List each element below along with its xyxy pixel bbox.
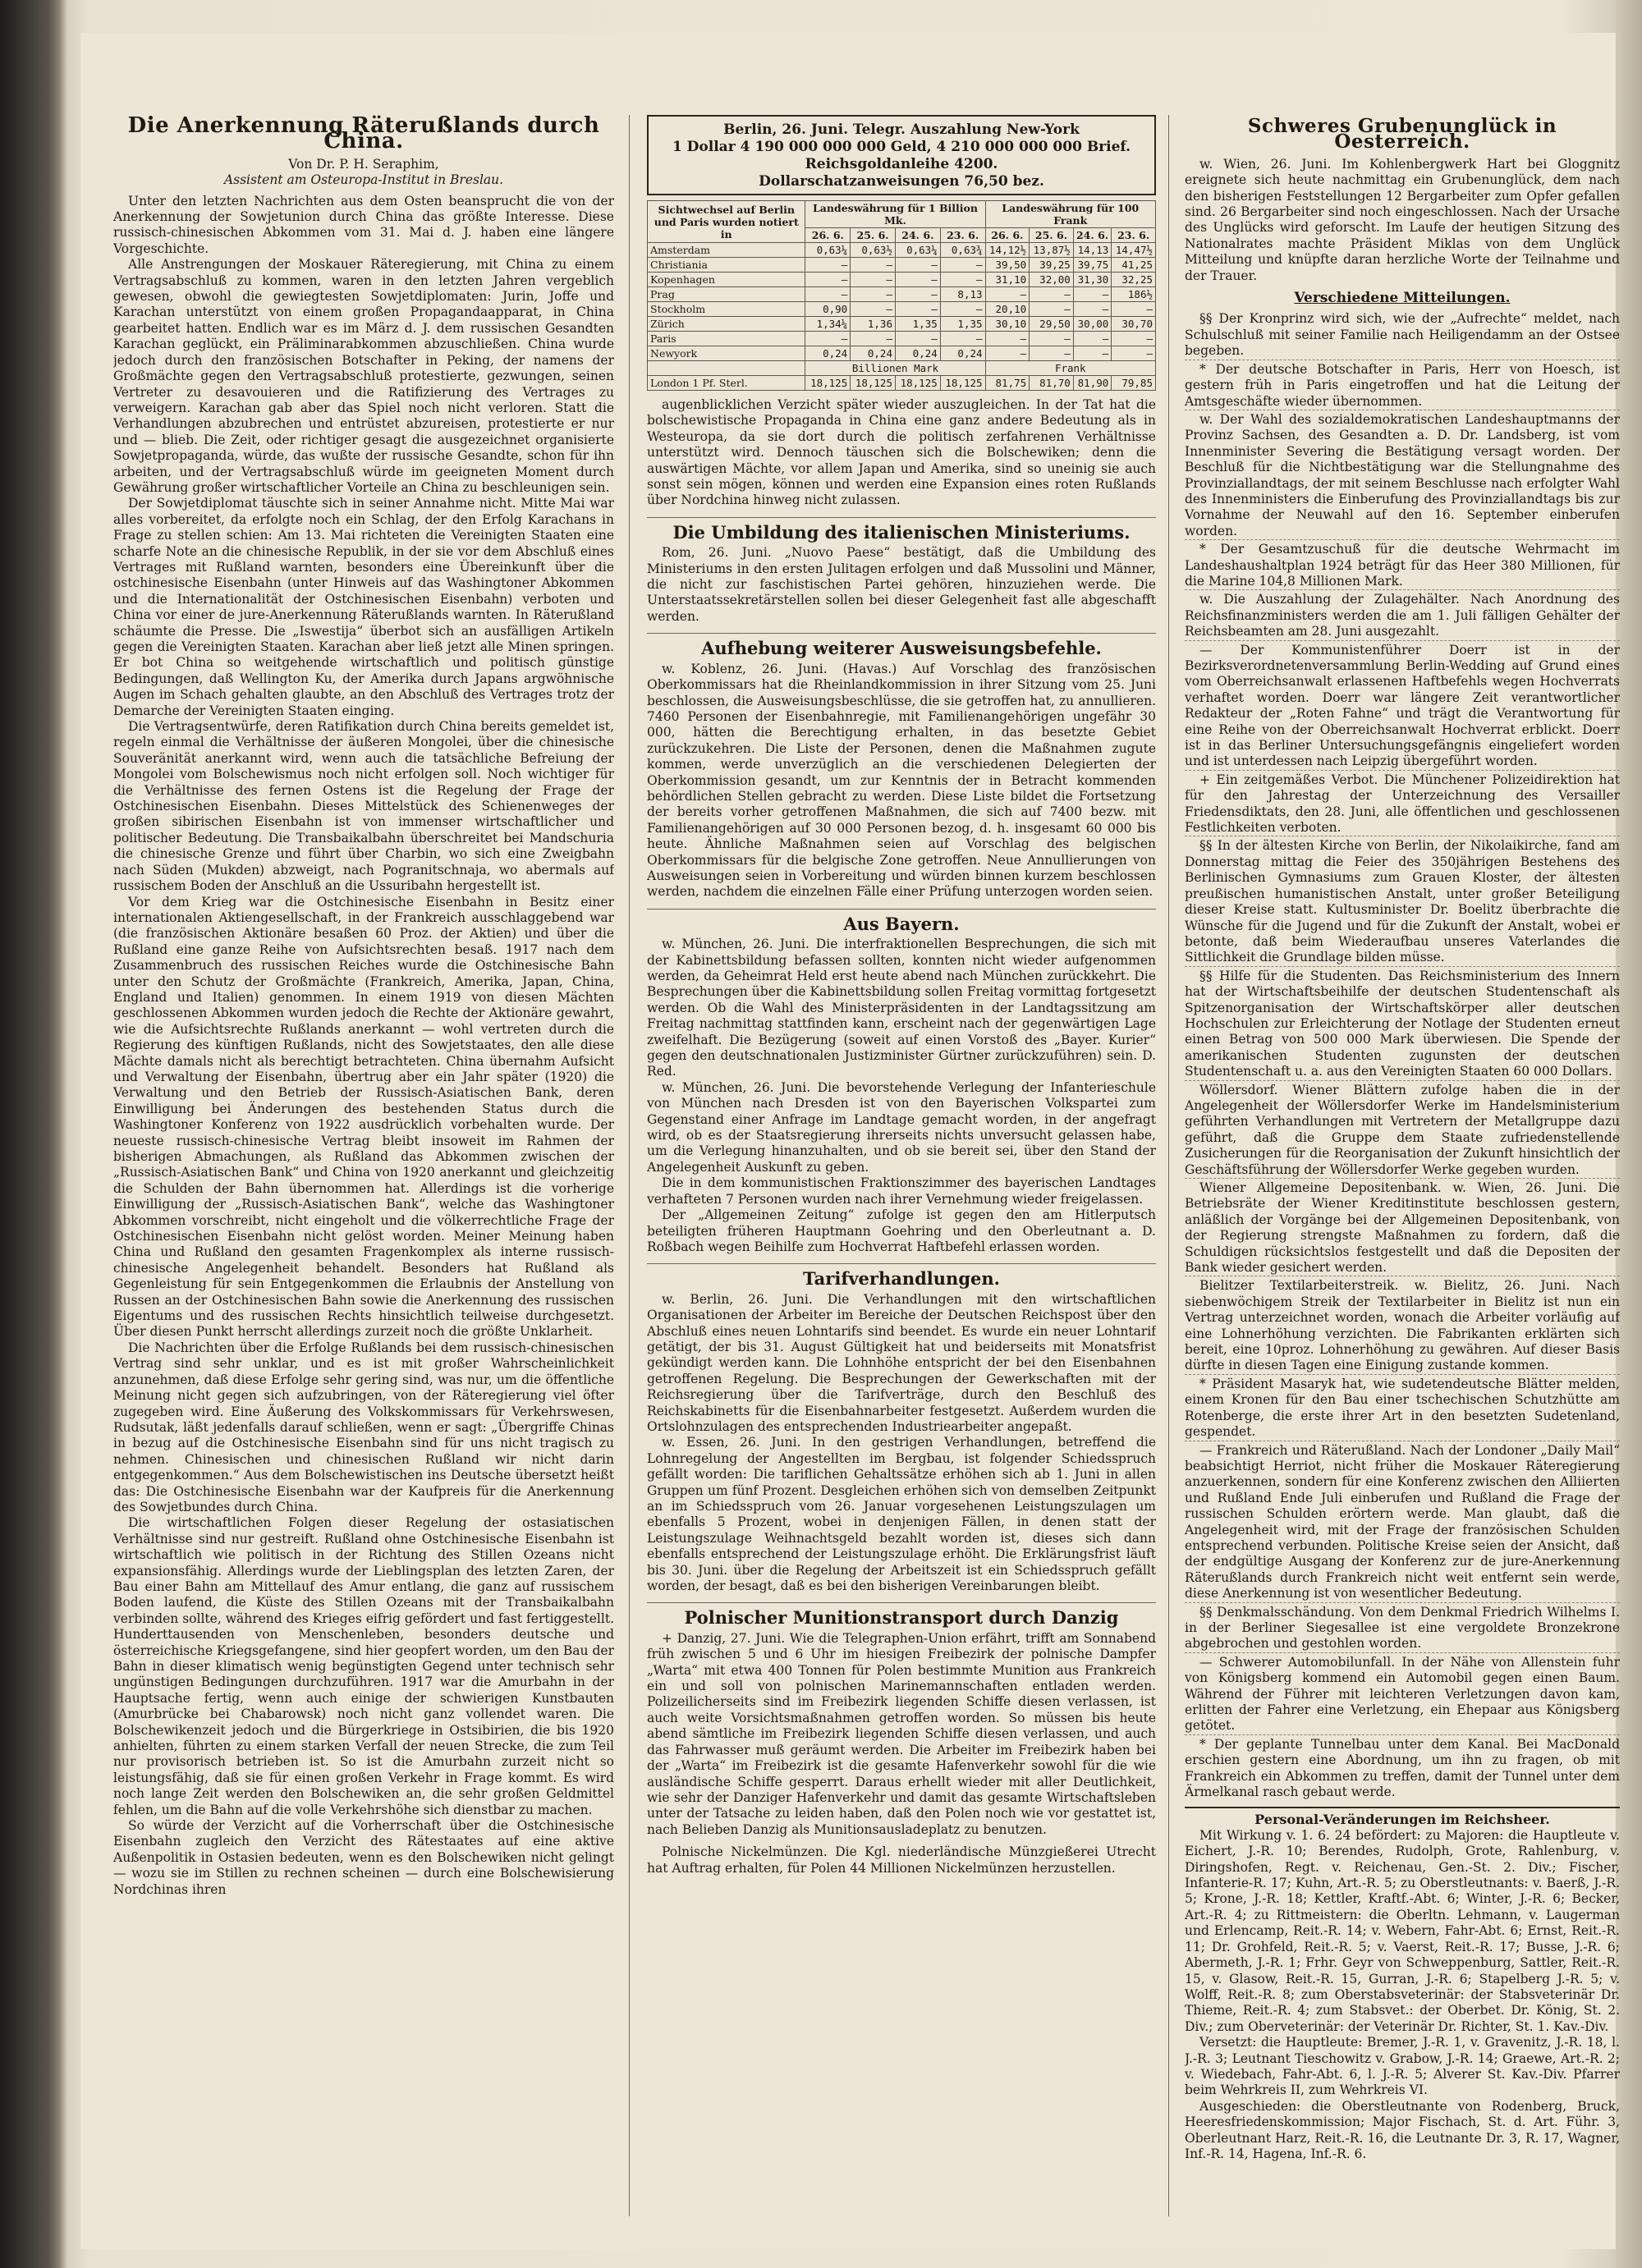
notice-item: + Ein zeitgemäßes Verbot. Die Münchener Polizeidirektion hat für den Jahrestag der Unterzeichnung des Versailler Friedensdiktats, den 28. Juni, alle öffentlichen und geschlossenen Festlichkeiten verboten. — [1185, 770, 1620, 836]
article-paragraph: So würde der Verzicht auf die Vorherrschaft über die Ostchinesische Eisenbahn zugleich den Verzicht des Rätestaates auf eine aktive Außenpolitik in Ostasien bedeuten, wenn es den Bolschewiken nicht gelingt — wozu sie im Stillen zu rechnen scheinen — durch eine Bolschewisierung Nordchinas ihren — [113, 1818, 614, 1897]
byline-affiliation: Assistent am Osteuropa-Institut in Breslau. — [223, 172, 504, 188]
quote-line: Berlin, 26. Juni. Telegr. Auszahlung New-York — [723, 121, 1080, 138]
table-cell: 31,30 — [1073, 273, 1111, 287]
table-cell: 39,75 — [1073, 258, 1111, 273]
table-row — [648, 273, 1156, 287]
article-paragraph: Vor dem Krieg war die Ostchinesische Eisenbahn in Besitz einer internationalen Aktiengesellschaft, in der Frankreich ausschlaggebend war (die französischen Aktionäre besaßen 60 Proz. der Aktien) und über die Rußland eine ganze Reihe von Aufsichtsrechten besaß. 1917 nach dem Zusammenbruch des russischen Reiches wurde die Ostchinesische Bahn unter den Schutz der Großmächte (Frankreich, Amerika, Japan, China, England und Italien) genommen. In einem 1919 von diesen Mächten geschlossenen Abkommen wurden jedoch die Rechte der Aktionäre gewahrt, wie die Aufsichtsrechte Rußlands anerkannt — wohl vertreten durch die Regierung des künftigen Rußlands, nicht des Sowjetstaates, den alle diese Mächte damals nicht als berechtigt betrachteten. China übernahm Aufsicht und Verwaltung der Eisenbahn, übertrug aber ein Jahr später (1920) die Verwaltung und den Betrieb der Russisch-Asiatischen Bank, deren Einwilligung bei Änderungen des bestehenden Status durch die Washingtoner Konferenz von 1922 ausdrücklich vorbehalten wurde. Der neueste russisch-chinesische Vertrag bleibt insoweit im Rahmen der bisherigen Abmachungen, als Rußland das Abkommen zwischen der „Russisch-Asiatischen Bank“ und China von 1920 anerkannt und gleichzeitig die Schulden der Bahn übernommen hat. Allerdings ist die vorherige Einwilligung der „Russisch-Asiatischen Bank“, welche das Washingtoner Abkommen vorschreibt, nicht eingeholt und die völkerrechtliche Frage der Ostchinesischen Eisenbahn nicht gelöst worden. Meiner Meinung haben China und Rußland den gesamten Fragenkomplex als interne russisch-chinesische Angelegenheit behandelt. Besonders hat Rußland als Gegenleistung für sein Entgegenkommen die Erlaubnis der Anstellung von Russen an der Ostchinesischen Bahn sowie die Anerkennung des russischen Eigentums und des russischen Rechts hinsichtlich teilweise durchgesetzt. Über diesen Punkt herrscht allerdings zurzeit noch die größte Unklarheit. — [113, 894, 614, 1340]
notice-item: w. Die Auszahlung der Zulagehälter. Nach Anordnung des Reichsfinanzministers werden die am 1. Juli fälligen Gehälter der Reichsbeamten am 28. Juni ausgezahlt. — [1185, 589, 1620, 639]
article-paragraph: Rom, 26. Juni. „Nuovo Paese“ bestätigt, daß die Umbildung des Ministeriums in den ersten Julitagen erfolgen und daß Mussolini und Männer, die nicht zur faschistischen Partei gehören, hinzuziehen werde. Die Unterstaatssekretärstellen sollen bei dieser Gelegenheit fast alle abgeschafft werden. — [647, 545, 1156, 624]
article-paragraph: w. Koblenz, 26. Juni. (Havas.) Auf Vorschlag des französischen Oberkommissars hat die Rheinlandkommission in ihrer Sitzung vom 25. Juni beschlossen, die Ausweisungsbeschlüsse, die sie getroffen hat, zu annullieren. 7460 Personen der Eisenbahnregie, mit Familienangehörigen ungefähr 30 000, hätten die Berechtigung erhalten, in das besetzte Gebiet zurückzukehren. Die Liste der Personen, denen die Maßnahmen zugute kommen, werde unverzüglich an die verschiedenen Delegierten der Oberkommission gesandt, um zur Kenntnis der in Betracht kommenden behördlichen Stellen gebracht zu werden. Diese Liste bildet die Fortsetzung der bereits vorher getroffenen Maßnahmen, die sich auf 7400 bezw. mit Familienangehörigen auf 30 000 Personen bezog, d. h. insgesamt 60 000 bis heute. Ähnliche Maßnahmen seien auf Vorschlag des belgischen Oberkommissars für die belgische Zone getroffen. Neue Annullierungen von Ausweisungen seien in Vorbereitung und würden binnen kurzem beschlossen werden, nachdem die einzelnen Fälle einer Prüfung unterzogen worden seien. — [647, 661, 1156, 900]
exchange-rate-table — [647, 200, 1156, 391]
table-cell: — — [940, 273, 985, 287]
article-paragraph: Die wirtschaftlichen Folgen dieser Regelung der ostasiatischen Verhältnisse sind nur gestreift. Rußland ohne Ostchinesische Eisenbahn ist wirtschaftlich wie politisch in der Richtung des Stillen Ozeans nicht expansionsfähig. Allerdings wurde der Lieblingsplan des letzten Zaren, der Bau einer Bahn am Mittellauf des Amur entlang, die ganz auf russischem Boden laufend, die Küste des Stillen Ozeans mit der Transbaikalbahn verbinden sollte, während des Krieges eifrig gefördert und fast fertiggestellt. Hunderttausenden von Menschenleben, besonders deutsche und österreichische Kriegsgefangene, sind hier geopfert worden, um den Bau der Bahn in dieser klimatisch wenig begünstigten Gegend unter technisch sehr ungünstigen Bedingungen durchzuführen. 1917 war die Amurbahn in der Hauptsache fertig, wenn auch einige der schwierigen Kunstbauten (Amurbrücke bei Chabarowsk) noch nicht ganz vollendet waren. Die Bolschewikenzeit jedoch und die Bürgerkriege in Ostsibirien, die bis 1920 anhielten, führten zu einem starken Verfall der neuen Strecke, die zum Teil nur provisorisch betrieben ist. So ist die Amurbahn zurzeit nicht so leistungsfähig, daß sie für einen großen Verkehr in Frage kommt. Es wird noch lange Zeit werden den Bolschewiken an, die sehr großen Geldmittel fehlen, um die Bahn auf die volle Verkehrshöhe sich dienstbar zu machen. — [113, 1515, 614, 1817]
table-cell: — — [895, 287, 940, 302]
table-cell: — — [805, 287, 851, 302]
headline-personal: Personal-Veränderungen im Reichsheer. — [1185, 1807, 1620, 1827]
table-cell: 18,125 — [940, 376, 985, 391]
table-cell: 0,63¼ — [895, 243, 940, 258]
table-cell: — — [985, 287, 1030, 302]
table-cell: 0,63½ — [851, 243, 896, 258]
table-cell: 0,90 — [805, 302, 851, 317]
notice-item: * Präsident Masaryk hat, wie sudetendeutsche Blätter melden, einem Kronen für den Bau einer tschechischen Schutzhütte am Rotenberge, die erste ihrer Art in den besetzten Sudetenland, gespendet. — [1185, 1374, 1620, 1441]
table-cell: — — [851, 273, 896, 287]
table-date-cell: 26. 6. — [985, 228, 1030, 243]
headline-verschiedenes: Verschiedene Mitteilungen. — [1294, 290, 1511, 307]
table-cell: — — [851, 287, 896, 302]
article-paragraph: Unter den letzten Nachrichten aus dem Osten beansprucht die von der Anerkennung der Sowjetunion durch China das größte Interesse. Diese russisch-chinesischen Abkommen vom 31. Mai d. J. haben eine längere Vorgeschichte. — [113, 193, 614, 256]
table-cell: — — [940, 332, 985, 346]
table-row-label: Newyork — [648, 346, 805, 361]
table-date-cell: 23. 6. — [1112, 228, 1156, 243]
notice-item: §§ Hilfe für die Studenten. Das Reichsministerium des Innern hat der Wirtschaftsbeihilfe der deutschen Studentenschaft als Spitzenorganisation der Wirtschaftskörper aller deutschen Hochschulen zur Erleichterung der Notlage der Studenten erneut einen Betrag von 500 000 Mark überwiesen. Die Spende der amerikanischen Studenten zugunsten der deutschen Studentenschaft u. a. aus den Vereinigten Staaten 60 000 Dollars. — [1185, 966, 1620, 1080]
table-row — [648, 317, 1156, 332]
table-cell: 1,35 — [940, 317, 985, 332]
table-cell: — — [1073, 332, 1111, 346]
table-cell: 18,125 — [851, 376, 896, 391]
table-cell: 0,24 — [805, 346, 851, 361]
table-row — [648, 287, 1156, 302]
quote-line: Reichsgoldanleihe 4200. — [805, 156, 998, 172]
article-paragraph: w. Berlin, 26. Juni. Die Verhandlungen mit den wirtschaftlichen Organisationen der Arbeiter im Bereiche der Deutschen Reichspost über den Abschluß eines neuen Lohntarifs sind beendet. Es wurde ein neuer Lohntarif getätigt, der bis 31. August Gültigkeit hat und beiderseits mit Monatsfrist gekündigt werden kann. Die Lohnhöhe entspricht der bei den Eisenbahnen getroffenen Regelung. Die Besprechungen der Gewerkschaften mit der Reichsregierung über die Tarifverträge, durch den Beschluß des Reichskabinetts für die Eisenbahnarbeiter festgesetzt. Außerdem wurden die Ortslohnzulagen des entsprechenden Industriearbeiter angepaßt. — [647, 1291, 1156, 1434]
headline-danzig: Polnischer Munitionstransport durch Danzig — [647, 1602, 1156, 1625]
table-cell: 30,70 — [1112, 317, 1156, 332]
table-cell: 32,00 — [1030, 273, 1074, 287]
table-cell: 0,24 — [851, 346, 896, 361]
table-cell: 39,25 — [1030, 258, 1074, 273]
article-paragraph: Alle Anstrengungen der Moskauer Räteregierung, mit China zu einem Vertragsabschluß zu kommen, waren in den letzten Jahren vergeblich gewesen, obwohl die gewiegtesten Sowjetdiplomaten: Jurin, Joffe und Karachan unterstützt von einem großen Propagandaapparat, in China gearbeitet hatten. Endlich war es im März d. J. dem russischen Gesandten Karachan geglückt, ein Präliminarabkommen abzuschließen. China wurde jedoch durch den französischen Botschafter in Peking, der namens der Großmächte gegen den Vertragsabschluß protestierte, gezwungen, seinen Vertreter zu desavouieren und die Ratifizierung des Vertrages zu verweigern. Karachan gab aber das Spiel noch nicht verloren. Statt die Verhandlungen abzubrechen und entrüstet abzureisen, protestierte er nur und — blieb. Die Zeit, oder richtiger gesagt die ausgezeichnet organisierte Sowjetpropaganda, würde, das wußte der russische Gesandte, schon für ihn arbeiten, und der Vertragsabschluß würde im geeigneten Moment durch Gewährung großer wirtschaftlicher Vorteile an China zu beschleunigen sein. — [113, 257, 614, 495]
notice-item: — Der Kommunistenführer Doerr ist in der Bezirksverordnetenversammlung Berlin-Wedding auf Grund eines vom Oberreichsanwalt erlassenen Haftbefehls wegen Hochverrats verhaftet worden. Doerr war längere Zeit verantwortlicher Redakteur der „Roten Fahne“ und trägt die Verantwortung für eine Reihe von der Oberreichsanwalt Hochverrat erblickt. Doerr ist in das Berliner Untersuchungsgefängnis eingeliefert worden und ist unterdessen nach Leipzig übergeführt worden. — [1185, 640, 1620, 770]
table-row-label: Amsterdam — [648, 243, 805, 258]
table-date-cell: 26. 6. — [805, 228, 851, 243]
newspaper-page — [80, 33, 1620, 2249]
notice-item: w. Der Wahl des sozialdemokratischen Landeshauptmanns der Provinz Sachsen, des Gesandten a. D. Dr. Landsberg, ist vom Innenminister Severing die Bestätigung versagt worden. Der Beschluß für die Nichtbestätigung war die Stellungnahme des Provinziallandtags, der mit seinem Beschlusse nach erfolgter Wahl des Innenministers die Einberufung des Provinziallandtags bis zur Vornahme der Neuwahl auf den 16. September einberufen worden. — [1185, 410, 1620, 539]
table-cell: — — [805, 332, 851, 346]
article-paragraph: Der „Allgemeinen Zeitung“ zufolge ist gegen den am Hitlerputsch beteiligten früheren Hauptmann Goehring und den Oberleutnant a. D. Roßbach wegen Beihilfe zum Hochverrat Haftbefehl erlassen worden. — [647, 1207, 1156, 1254]
article-paragraph: Die Vertragsentwürfe, deren Ratifikation durch China bereits gemeldet ist, regeln einmal die Verhältnisse der äußeren Mongolei, über die chinesische Souveränität anerkannt wird, wenn auch die tatsächliche Befreiung der Mongolei vom Bolschewismus noch nicht erfolgen soll. Noch wichtiger für die Verhältnisse des fernen Ostens ist die Regelung der Frage der Ostchinesischen Eisenbahn. Dieses Mittelstück des Schienenweges der großen sibirischen Eisenbahn ist von immenser wirtschaftlicher und politischer Bedeutung. Die Transbaikalbahn überschreitet bei Mandschuria die chinesische Grenze und führt über Charbin, wo sich eine Zweigbahn nach Süden (Mukden) abzweigt, nach Pogranitschnaja, wo abermals auf russischem Boden der Anschluß an die Ussuribahn hergestellt ist. — [113, 719, 614, 894]
table-row-label: London 1 Pf. Sterl. — [648, 376, 805, 391]
table-date-cell: 25. 6. — [1030, 228, 1074, 243]
table-cell: — — [1030, 302, 1074, 317]
table-cell: 0,63¼ — [805, 243, 851, 258]
table-footer-mark: Billionen Mark — [805, 361, 985, 376]
table-row — [648, 243, 1156, 258]
table-cell: 18,125 — [895, 376, 940, 391]
article-paragraph: + Danzig, 27. Juni. Wie die Telegraphen-Union erfährt, trifft am Sonnabend früh zwischen 5 und 6 Uhr im hiesigen Freibezirk der polnische Dampfer „Warta“ mit etwa 400 Tonnen für Polen bestimmte Munition aus Frankreich ein und soll von polnischen Marinemannschaften entladen werden. Polizeilicherseits sind im Freibezirk liegenden Schiffe diesen verlassen, ist auch weite Vorsichtsmaßnahmen getroffen worden. So müssen bis heute abend sämtliche im Freibezirk liegenden Schiffe diesen verlassen, und auch das Fahrwasser muß geräumt werden. Die Arbeiter im Freibezirk haben bei der „Warta“ im Freibezirk ist die gesamte Hafenverkehr sowohl für die wie ausländische Schiffe gesperrt. Daraus erhellt wieder mit aller Deutlichkeit, wie sehr der Danziger Hafenverkehr und damit das gesamte Wirtschaftsleben unter der Tatsache zu leiden haben, daß den Polen noch wie vor gestattet ist, nach Belieben Danzig als Munitionsausladeplatz zu benutzen. — [647, 1630, 1156, 1837]
byline: Von Dr. P. H. Seraphim, — [288, 156, 439, 172]
table-cell: 41,25 — [1112, 258, 1156, 273]
column-right — [1185, 115, 1620, 2216]
headline-grubenunglueck: Schweres Grubenunglück in Oesterreich. — [1247, 115, 1557, 153]
article-paragraph: Mit Wirkung v. 1. 6. 24 befördert: zu Majoren: die Hauptleute v. Eichert, J.-R. 10; Berendes, Rudolph, Grote, Rahlenburg, v. Diringshofen, Regt. v. Reichenau, Gen.-St. 2. Div.; Fischer, Infanterie-R. 17; Kuhn, Art.-R. 5; zu Oberstleutnants: v. Baerß, J.-R. 5; Krone, J.-R. 18; Kettler, Kraftf.-Abt. 6; Winter, J.-R. 6; Becker, Art.-R. 4; zu Rittmeistern: die Oberltn. Lehmann, v. Laugerman und Erlencamp, Reit.-R. 14; v. Webern, Fahr-Abt. 6; Ernst, Reit.-R. 11; Dr. Grohfeld, Reit.-R. 5; v. Vaerst, Reit.-R. 17; Busse, J.-R. 6; Abermeth, J.-R. 1; Frhr. Geyr von Schweppenburg, Sattler, Reit.-R. 15, v. Glasow, Reit.-R. 15, Gurran, J.-R. 6; Stapelberg J.-R. 5; v. Wolff, Reit.-R. 8; zum Oberstabsveterinär: der Stabsveterinär Dr. Thieme, Reit.-R. 4; zum Stabsvet.: der Oberbet. Dr. König, St. 2. Div.; zum Oberveterinär: der Veterinär Dr. Richter, St. 1. Kav.-Div. — [1185, 1827, 1620, 2034]
exchange-quote-box — [647, 115, 1156, 195]
table-row-london — [648, 376, 1156, 391]
notice-item: §§ In der ältesten Kirche von Berlin, der Nikolaikirche, fand am Donnerstag mittag die Feier des 350jährigen Bestehens des Berlinischen Gymnasiums zum Grauen Kloster, der ältesten preußischen humanistischen Anstalt, unter großer Beteiligung dieser Kreise statt. Kultusminister Dr. Boelitz überbrachte die Wünsche für die Jugend und für die Zukunft der Anstalt, wobei er betonte, daß beim Wiederaufbau unseres Vaterlandes die Sittlichkeit die Grundlage bilden müsse. — [1185, 836, 1620, 965]
headline-bayern: Aus Bayern. — [647, 909, 1156, 932]
table-row-label: Prag — [648, 287, 805, 302]
table-cell: 1,34¼ — [805, 317, 851, 332]
table-cell: — — [1073, 302, 1111, 317]
table-cell: — — [805, 258, 851, 273]
article-paragraph: Die in dem kommunistischen Fraktionszimmer des bayerischen Landtages verhafteten 7 Personen wurden nach ihrer Vernehmung wieder freigelassen. — [647, 1175, 1156, 1207]
column-rule — [629, 115, 630, 2216]
article-paragraph: Ausgeschieden: die Oberstleutnante von Rodenberg, Bruck, Heeresfriedenskommission; Major Fischach, St. d. Art. Führ. 3, Oberleutnant Harz, Reit.-R. 16, die Leutnante Dr. 3, R. 17, Wagner, Inf.-R. 14, Hagena, Inf.-R. 6. — [1185, 2098, 1620, 2161]
article-paragraph: w. Essen, 26. Juni. In den gestrigen Verhandlungen, betreffend die Lohnregelung der Angestellten im Bergbau, ist folgender Schiedsspruch gefällt worden: Die tariflichen Gehaltssätze erhöhen sich ab 1. Juni in allen Gruppen um fünf Prozent. Desgleichen erhöhen sich von demselben Zeitpunkt an im Schiedsspruch vom 26. Januar vorgesehenen Leistungszulagen um ebenfalls 5 Prozent, wobei in denjenigen Fällen, in denen statt der Leistungszulage Weihnachtsgeld bezahlt worden ist, dieses sich dann ebenfalls entsprechend der Leistungszulage erhöht. Die Erklärungsfrist läuft bis 30. Juni. über die Regelung der Arbeitszeit ist ein Schiedsspruch gefällt worden, der besagt, daß es bei den bisherigen Vereinbarungen bleibt. — [647, 1435, 1156, 1594]
table-cell: 14,13 — [1073, 243, 1111, 258]
table-header-frank: Landeswährung für 100 Frank — [985, 201, 1155, 228]
column-middle — [647, 115, 1156, 2216]
quote-line: 1 Dollar 4 190 000 000 000 Geld, 4 210 000 000 000 Brief. — [672, 139, 1131, 155]
table-date-cell: 23. 6. — [940, 228, 985, 243]
table-cell: 20,10 — [985, 302, 1030, 317]
table-cell: 1,36 — [851, 317, 896, 332]
table-row-label: Zürich — [648, 317, 805, 332]
article-paragraph: w. Wien, 26. Juni. Im Kohlenbergwerk Hart bei Gloggnitz ereignete sich heute nachmittag ein Grubenunglück, dem nach den bisherigen Feststellungen 12 Bergarbeiter zum Opfer gefallen sind. 26 Bergarbeiter sind noch eingeschlossen. Nach der Ursache des Unglücks wird geforscht. Im Laufe der heutigen Sitzung des Nationalrates machte Präsident Miklas von dem Unglück Mitteilung und knüpfte daran herzliche Worte der Teilnahme und der Trauer. — [1185, 156, 1620, 283]
article-continuation: augenblicklichen Verzicht später wieder auszugleichen. In der Tat hat die bolschewistische Propaganda in China eine ganz andere Bedeutung als in Westeuropa, da sie dort durch die politisch zerfahrenen Verhältnisse unterstützt wird. Dennoch täuschen sich die Bolschewiken; denn die auswärtigen Mächte, vor allem Japan und Amerika, sind so uneinig sie auch sonst sein mögen, können und werden eine Expansion eines roten Rußlands über Nordchina hinweg nicht zulassen. — [647, 397, 1156, 508]
table-cell: — — [895, 258, 940, 273]
headline-china: Die Anerkennung Räterußlands durch China. — [127, 115, 600, 154]
table-row-label: Paris — [648, 332, 805, 346]
table-cell: 0,63¾ — [940, 243, 985, 258]
table-cell: 81,75 — [985, 376, 1030, 391]
article-paragraph: Der Sowjetdiplomat täuschte sich in seiner Annahme nicht. Mitte Mai war alles vorbereitet, da erfolgte noch ein Schlag, der den Erfolg Karachans in Frage zu stellen schien: Am 13. Mai richteten die Vereinigten Staaten eine scharfe Note an die chinesische Republik, in der sie vor dem Abschluß eines Vertrages mit Rußland warnten, besonders eine Übereinkunft über die ostchinesische Eisenbahn (unter Hinweis auf das Washingtoner Abkommen und die Internationalität der Ostchinesischen Eisenbahn) verboten und China vor einer de jure-Anerkennung Räterußlands warnten. In Räterußland schäumte die Presse. Die „Iswestija“ überbot sich an ausfälligen Artikeln gegen die Vereinigten Staaten. Karachan aber ließ jetzt alle Minen springen. Er bot China so weitgehende wirtschaftlich und politisch günstige Bedingungen, daß Wellington Ku, der Amerika durch Japans argwöhnische Augen im Schach gehalten glaubte, an den Abschluß des Vertrages trotz der Demarche der Vereinigten Staaten einging. — [113, 496, 614, 718]
table-body — [648, 243, 1156, 361]
table-row — [648, 332, 1156, 346]
table-date-cell: 25. 6. — [851, 228, 896, 243]
table-cell: 32,25 — [1112, 273, 1156, 287]
article-paragraph: w. München, 26. Juni. Die bevorstehende Verlegung der Infanterieschule von München nach Dresden ist von den Bayerischen Volkspartei zum Gegenstand einer Anfrage im Landtage gemacht worden, in der angefragt wird, ob es der Staatsregierung ihrerseits nichts unversucht gelassen habe, um die Verlegung hinanzuhalten, und ob sie bereit sei, über den Stand der Angelegenheit Auskunft zu geben. — [647, 1079, 1156, 1175]
table-cell: — — [1112, 332, 1156, 346]
table-cell: — — [1112, 346, 1156, 361]
table-footer-frank: Frank — [985, 361, 1155, 376]
column-rule — [1168, 115, 1169, 2216]
table-cell: — — [895, 273, 940, 287]
table-cell: — — [985, 332, 1030, 346]
table-cell: 0,24 — [895, 346, 940, 361]
table-cell: — — [851, 302, 896, 317]
table-cell: 30,10 — [985, 317, 1030, 332]
table-cell: 81,70 — [1030, 376, 1074, 391]
table-cell: — — [895, 302, 940, 317]
notice-item: — Frankreich und Räterußland. Nach der Londoner „Daily Mail“ beabsichtigt Herriot, nicht früher die Moskauer Räteregierung anzuerkennen, sondern für eine Konferenz zwischen den Alliierten und Rußland Ende Juli einberufen und Rußland die Frage der russischen Schulden erörtern werde. Man glaubt, daß die Angelegenheit wird, mit der Frage der französischen Schulden entsprechend verbunden. Politische Kreise seien der Ansicht, daß der endgültige Ausgang der Konferenz zur de jure-Anerkennung Räterußlands durch Frankreich nicht weit entfernt sein werde, diese Anerkennung ist von wesentlicher Bedeutung. — [1185, 1441, 1620, 1602]
table-cell: — — [940, 302, 985, 317]
notice-item: Bielitzer Textilarbeiterstreik. w. Bielitz, 26. Juni. Nach siebenwöchigem Streik der Textilarbeiter in Bielitz ist nun ein Vertrag unterzeichnet worden, wonach die Arbeiter vorläufig auf eine Lohnerhöhung verzichten. Die Fabrikanten erklärten sich bereit, eine 10proz. Lohnerhöhung zu gewähren. Auf dieser Basis dürfte in diesen Tagen eine Einigung zustande kommen. — [1185, 1276, 1620, 1373]
table-cell: — — [1073, 346, 1111, 361]
table-cell: 0,24 — [940, 346, 985, 361]
notice-item: §§ Der Kronprinz wird sich, wie der „Aufrechte“ meldet, nach Schulschluß mit seiner Familie nach Heiligendamm an der Ostsee begeben. — [1185, 311, 1620, 359]
table-cell: — — [851, 332, 896, 346]
headline-italy: Die Umbildung des italienischen Ministeriums. — [647, 517, 1156, 540]
headline-ausweisung: Aufhebung weiterer Ausweisungsbefehle. — [647, 633, 1156, 656]
table-header-mark: Landeswährung für 1 Billion Mk. — [805, 201, 985, 228]
table-cell: 14,12½ — [985, 243, 1030, 258]
table-cell: — — [1073, 287, 1111, 302]
table-row-label: Christiania — [648, 258, 805, 273]
table-cell: 13,87½ — [1030, 243, 1074, 258]
notice-item: * Der geplante Tunnelbau unter dem Kanal. Bei MacDonald erschien gestern eine Abordnung, um ihn zu fragen, ob mit Frankreich ein Abkommen zu treffen, damit der Tunnel unter dem Ärmelkanal rasch gebaut werde. — [1185, 1734, 1620, 1801]
table-cell: 18,125 — [805, 376, 851, 391]
notice-list — [1185, 309, 1620, 1800]
table-row — [648, 346, 1156, 361]
table-cell: — — [940, 258, 985, 273]
article-paragraph: Die Nachrichten über die Erfolge Rußlands bei dem russisch-chinesischen Vertrag sind sehr unklar, und es ist mit großer Wahrscheinlichkeit anzunehmen, daß diese Erfolge sehr gering sind, was nur, um die öffentliche Meinung nicht gegen sich aufzubringen, von der Räteregierung viel öfter zugegeben wird. Eine Äußerung des Volkskommissars für Verkehrswesen, Rudsutak, läßt jedenfalls darauf schließen, wenn er sagt: „Übergriffe Chinas in bezug auf die Ostchinesische Eisenbahn sind für uns nicht tragisch zu nehmen. Chinesischen und chinesischen Rußland wir nicht darin entgegenkommen.“ Aus dem Bolschewistischen ins Deutsche übersetzt heißt das: Die Ostchinesische Eisenbahn war der Kaufpreis für die Anerkennung des Sowjetbundes durch China. — [113, 1340, 614, 1514]
table-row — [648, 258, 1156, 273]
table-cell: — — [985, 346, 1030, 361]
table-cell: 1,35 — [895, 317, 940, 332]
table-cell: 39,50 — [985, 258, 1030, 273]
table-date-cell: 24. 6. — [1073, 228, 1111, 243]
notice-item: §§ Denkmalsschändung. Von dem Denkmal Friedrich Wilhelms I. in der Berliner Siegesallee ist eine vergoldete Bronzekrone abgebrochen und gestohlen worden. — [1185, 1602, 1620, 1652]
table-cell: — — [1030, 287, 1074, 302]
table-row-label: Kopenhagen — [648, 273, 805, 287]
table-cell: 14,47½ — [1112, 243, 1156, 258]
table-cell: 81,90 — [1073, 376, 1111, 391]
table-cell: — — [805, 273, 851, 287]
table-cell: — — [1112, 302, 1156, 317]
article-paragraph: w. München, 26. Juni. Die interfraktionellen Besprechungen, die sich mit der Kabinettsbildung befassen sollten, konnten nicht wieder aufgenommen werden, da Geheimrat Held erst heute abend nach München zurückkehrt. Die Besprechungen über die Kabinettsbildung sollen Freitag vormittag fortgesetzt werden. Ob die Wahl des Ministerpräsidenten in der Landtagssitzung am Freitag nachmittag stattfinden kann, erscheint nach der gegenwärtigen Lage zweifelhaft. Die Bezügerung (soweit auf einen Vorstoß des „Bayer. Kurier“ gegen den deutschnationalen Justizminister Gürtner zurückzuführen) sein. D. Red. — [647, 937, 1156, 1079]
table-cell: — — [1030, 332, 1074, 346]
table-cell: 29,50 — [1030, 317, 1074, 332]
article-paragraph: Versetzt: die Hauptleute: Bremer, J.-R. 1, v. Gravenitz, J.-R. 18, l. J.-R. 3; Leutnant Tieschowitz v. Grabow, J.-R. 14; Graewe, Art.-R. 2; v. Wiedebach, Fahr-Abt. 6, l. J.-R. 5; Alverer St. Kav.-Div. Pfarrer beim Wehrkreis II, zum Wehrkreis VI. — [1185, 2035, 1620, 2098]
table-cell: 30,00 — [1073, 317, 1111, 332]
notice-item: * Der Gesamtzuschuß für die deutsche Wehrmacht im Landeshaushaltplan 1924 beträgt für das Heer 380 Millionen, für die Marine 104,8 Millionen Mark. — [1185, 539, 1620, 589]
quote-line: Dollarschatzanweisungen 76,50 bez. — [759, 173, 1044, 190]
notice-item: — Schwerer Automobilunfall. In der Nähe von Allenstein fuhr von Königsberg kommend ein Automobil gegen einen Baum. Während der Führer mit leichteren Verletzungen davon kam, erlitten der Fahrer eine Verletzung, ein Ehepaar aus Königsberg getötet. — [1185, 1652, 1620, 1734]
table-cell: 8,13 — [940, 287, 985, 302]
notice-item: Wöllersdorf. Wiener Blättern zufolge haben die in der Angelegenheit der Wöllersdorfer Werke im Handelsministerium geführten Verhandlungen mit Vertretern der Metallgruppe dazu geführt, daß die Gruppe dem Staate zufriedenstellende Zusicherungen für die Reorganisation der Zukunft hinsichtlich der Geschäftsführung der Wöllersdorfer Werke gegeben wurden. — [1185, 1080, 1620, 1178]
table-cell: 186½ — [1112, 287, 1156, 302]
table-cell: — — [1030, 346, 1074, 361]
table-row-label: Stockholm — [648, 302, 805, 317]
table-cell: 31,10 — [985, 273, 1030, 287]
article-paragraph: Polnische Nickelmünzen. Die Kgl. niederländische Münzgießerei Utrecht hat Auftrag erhalten, für Polen 44 Millionen Nickelmünzen herzustellen. — [647, 1844, 1156, 1876]
headline-tarif: Tarifverhandlungen. — [647, 1263, 1156, 1286]
table-cell: — — [851, 258, 896, 273]
table-header-left: Sichtwechsel auf Berlin und Paris wurden notiert in — [648, 201, 805, 243]
column-left — [113, 115, 614, 2216]
notice-item: Wiener Allgemeine Depositenbank. w. Wien, 26. Juni. Die Betriebsräte der Wiener Kreditinstitute beschlossen gestern, anläßlich der Vorgänge bei der Allgemeinen Depositenbank, von der Regierung strengste Maßnahmen zu fordern, daß die Schuldigen rücksichtslos festgestellt und daß die Depositen der Bank wieder gesichert werden. — [1185, 1178, 1620, 1276]
table-cell: 79,85 — [1112, 376, 1156, 391]
table-cell: — — [895, 332, 940, 346]
table-row — [648, 302, 1156, 317]
notice-item: * Der deutsche Botschafter in Paris, Herr von Hoesch, ist gestern früh in Paris eingetroffen und hat die Leitung der Amtsgeschäfte wieder übernommen. — [1185, 360, 1620, 410]
table-date-cell: 24. 6. — [895, 228, 940, 243]
